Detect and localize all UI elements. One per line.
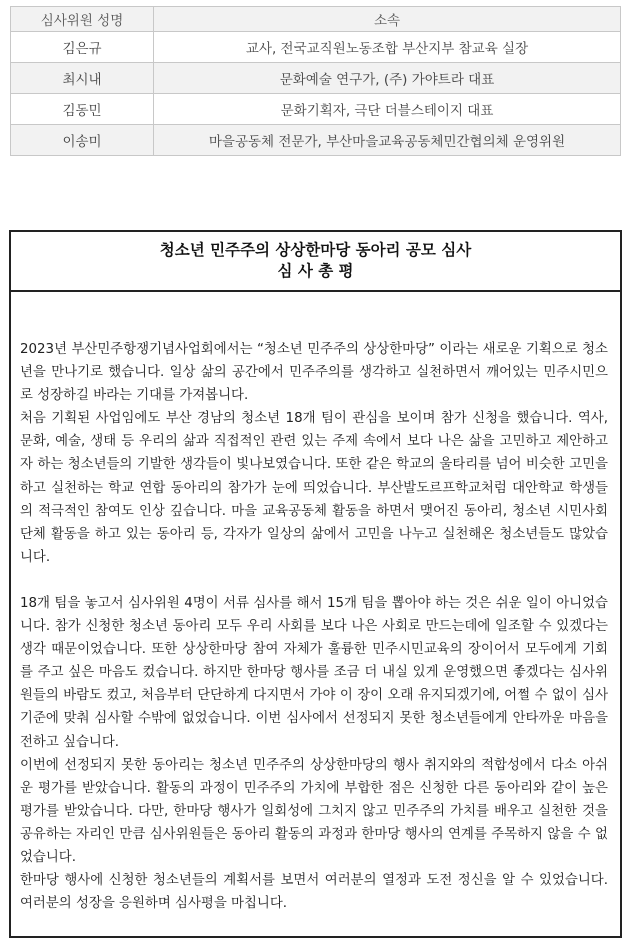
table-row [11,63,621,94]
review-body [11,292,620,915]
judge-org: 마을공동체 전문가, 부산마을교육공동체민간협의체 운영위원 [154,125,621,156]
header-org: 소속 [154,7,621,32]
review-title: 청소년 민주주의 상상한마당 동아리 공모 심사 [159,241,472,259]
review-paragraph: 18개 팀을 놓고서 심사위원 4명이 서류 심사를 해서 15개 팀을 뽑아야 하는 것은 쉬운 일이 아니었습니다. 참가 신청한 청소년 동아리 모두 우리 사회를 보다 나은 사회로 만드는데에 일조할 수 있겠다는 생각 때문이었습니다. 또한 상상한마당 참여 자체가 훌륭한 민주시민교육의 장이어서 모두에게 기회를 주고 싶은 마음도 컸습니다. 하지만 한마당 행사를 조금 더 내실 있게 운영했으면 좋겠다는 심사위원들의 바람도 컸고, 처음부터 단단하게 다지면서 가야 이 장이 오래 유지되겠기에, 어쩔 수 없이 심사 기준에 맞춰 심사할 수밖에 없었습니다. 이번 심사에서 선정되지 못한 청소년들에게 안타까운 마음을 전하고 싶습니다. [20,595,608,750]
review-paragraph: 2023년 부산민주항쟁기념사업회에서는 “청소년 민주주의 상상한마당” 이라는 새로운 기획으로 청소년을 만나기로 했습니다. 일상 삶의 공간에서 민주주의를 생각하고 실천하면서 깨어있는 민주시민으로 성장하길 바라는 기대를 가져봅니다. [20,342,608,404]
table-row [11,125,621,156]
judges-table [10,6,621,156]
judge-org: 문화예술 연구가, (주) 가야트라 대표 [154,63,621,94]
paragraph-gap [20,569,608,592]
review-header [11,232,620,292]
judge-name: 최시내 [11,63,154,94]
table-row [11,32,621,63]
header-name: 심사위원 성명 [11,7,154,32]
review-paragraph: 처음 기획된 사업임에도 부산 경남의 청소년 18개 팀이 관심을 보이며 참가 신청을 했습니다. 역사, 문화, 예술, 생태 등 우리의 삶과 직접적인 관련 있는 주제 속에서 보다 나은 삶을 고민하고 제안하고자 하는 청소년들의 기발한 생각들이 빛나보였습니다. 또한 같은 학교의 울타리를 넘어 비슷한 고민을 하고 실천하는 학교 연합 동아리의 참가가 눈에 띄었습니다. 부산발도르프학교처럼 대안학교 학생들의 적극적인 참여도 인상 깊습니다. 마을 교육공동체 활동을 하면서 맺어진 동아리, 청소년 시민사회단체 활동을 하고 있는 동아리 등, 각자가 일상의 삶에서 고민을 나누고 실천해온 청소년들도 많았습니다. [20,411,608,565]
judge-org: 교사, 전국교직원노동조합 부산지부 참교육 실장 [154,32,621,63]
table-row [11,94,621,125]
review-paragraph: 한마당 행사에 신청한 청소년들의 계획서를 보면서 여러분의 열정과 도전 정신을 알 수 있었습니다. 여러분의 성장을 응원하며 심사평을 마칩니다. [20,873,608,912]
judge-name: 김은규 [11,32,154,63]
judge-org: 문화기획자, 극단 더블스테이지 대표 [154,94,621,125]
review-paragraph: 이번에 선정되지 못한 동아리는 청소년 민주주의 상상한마당의 행사 취지와의 적합성에서 다소 아쉬운 평가를 받았습니다. 활동의 과정이 민주주의 가치에 부합한 점은 신청한 다른 동아리와 같이 높은 평가를 받았습니다. 다만, 한마당 행사가 일회성에 그치지 않고 민주주의 가치를 배우고 실천한 것을 공유하는 자리인 만큼 심사위원들은 동아리 활동의 과정과 한마당 행사의 연계를 주목하지 않을 수 없었습니다. [20,757,608,865]
judge-name: 이송미 [11,125,154,156]
judges-header-row [11,7,621,32]
review-subtitle: 심 사 총 평 [277,262,354,280]
judge-name: 김동민 [11,94,154,125]
review-box [9,230,622,938]
